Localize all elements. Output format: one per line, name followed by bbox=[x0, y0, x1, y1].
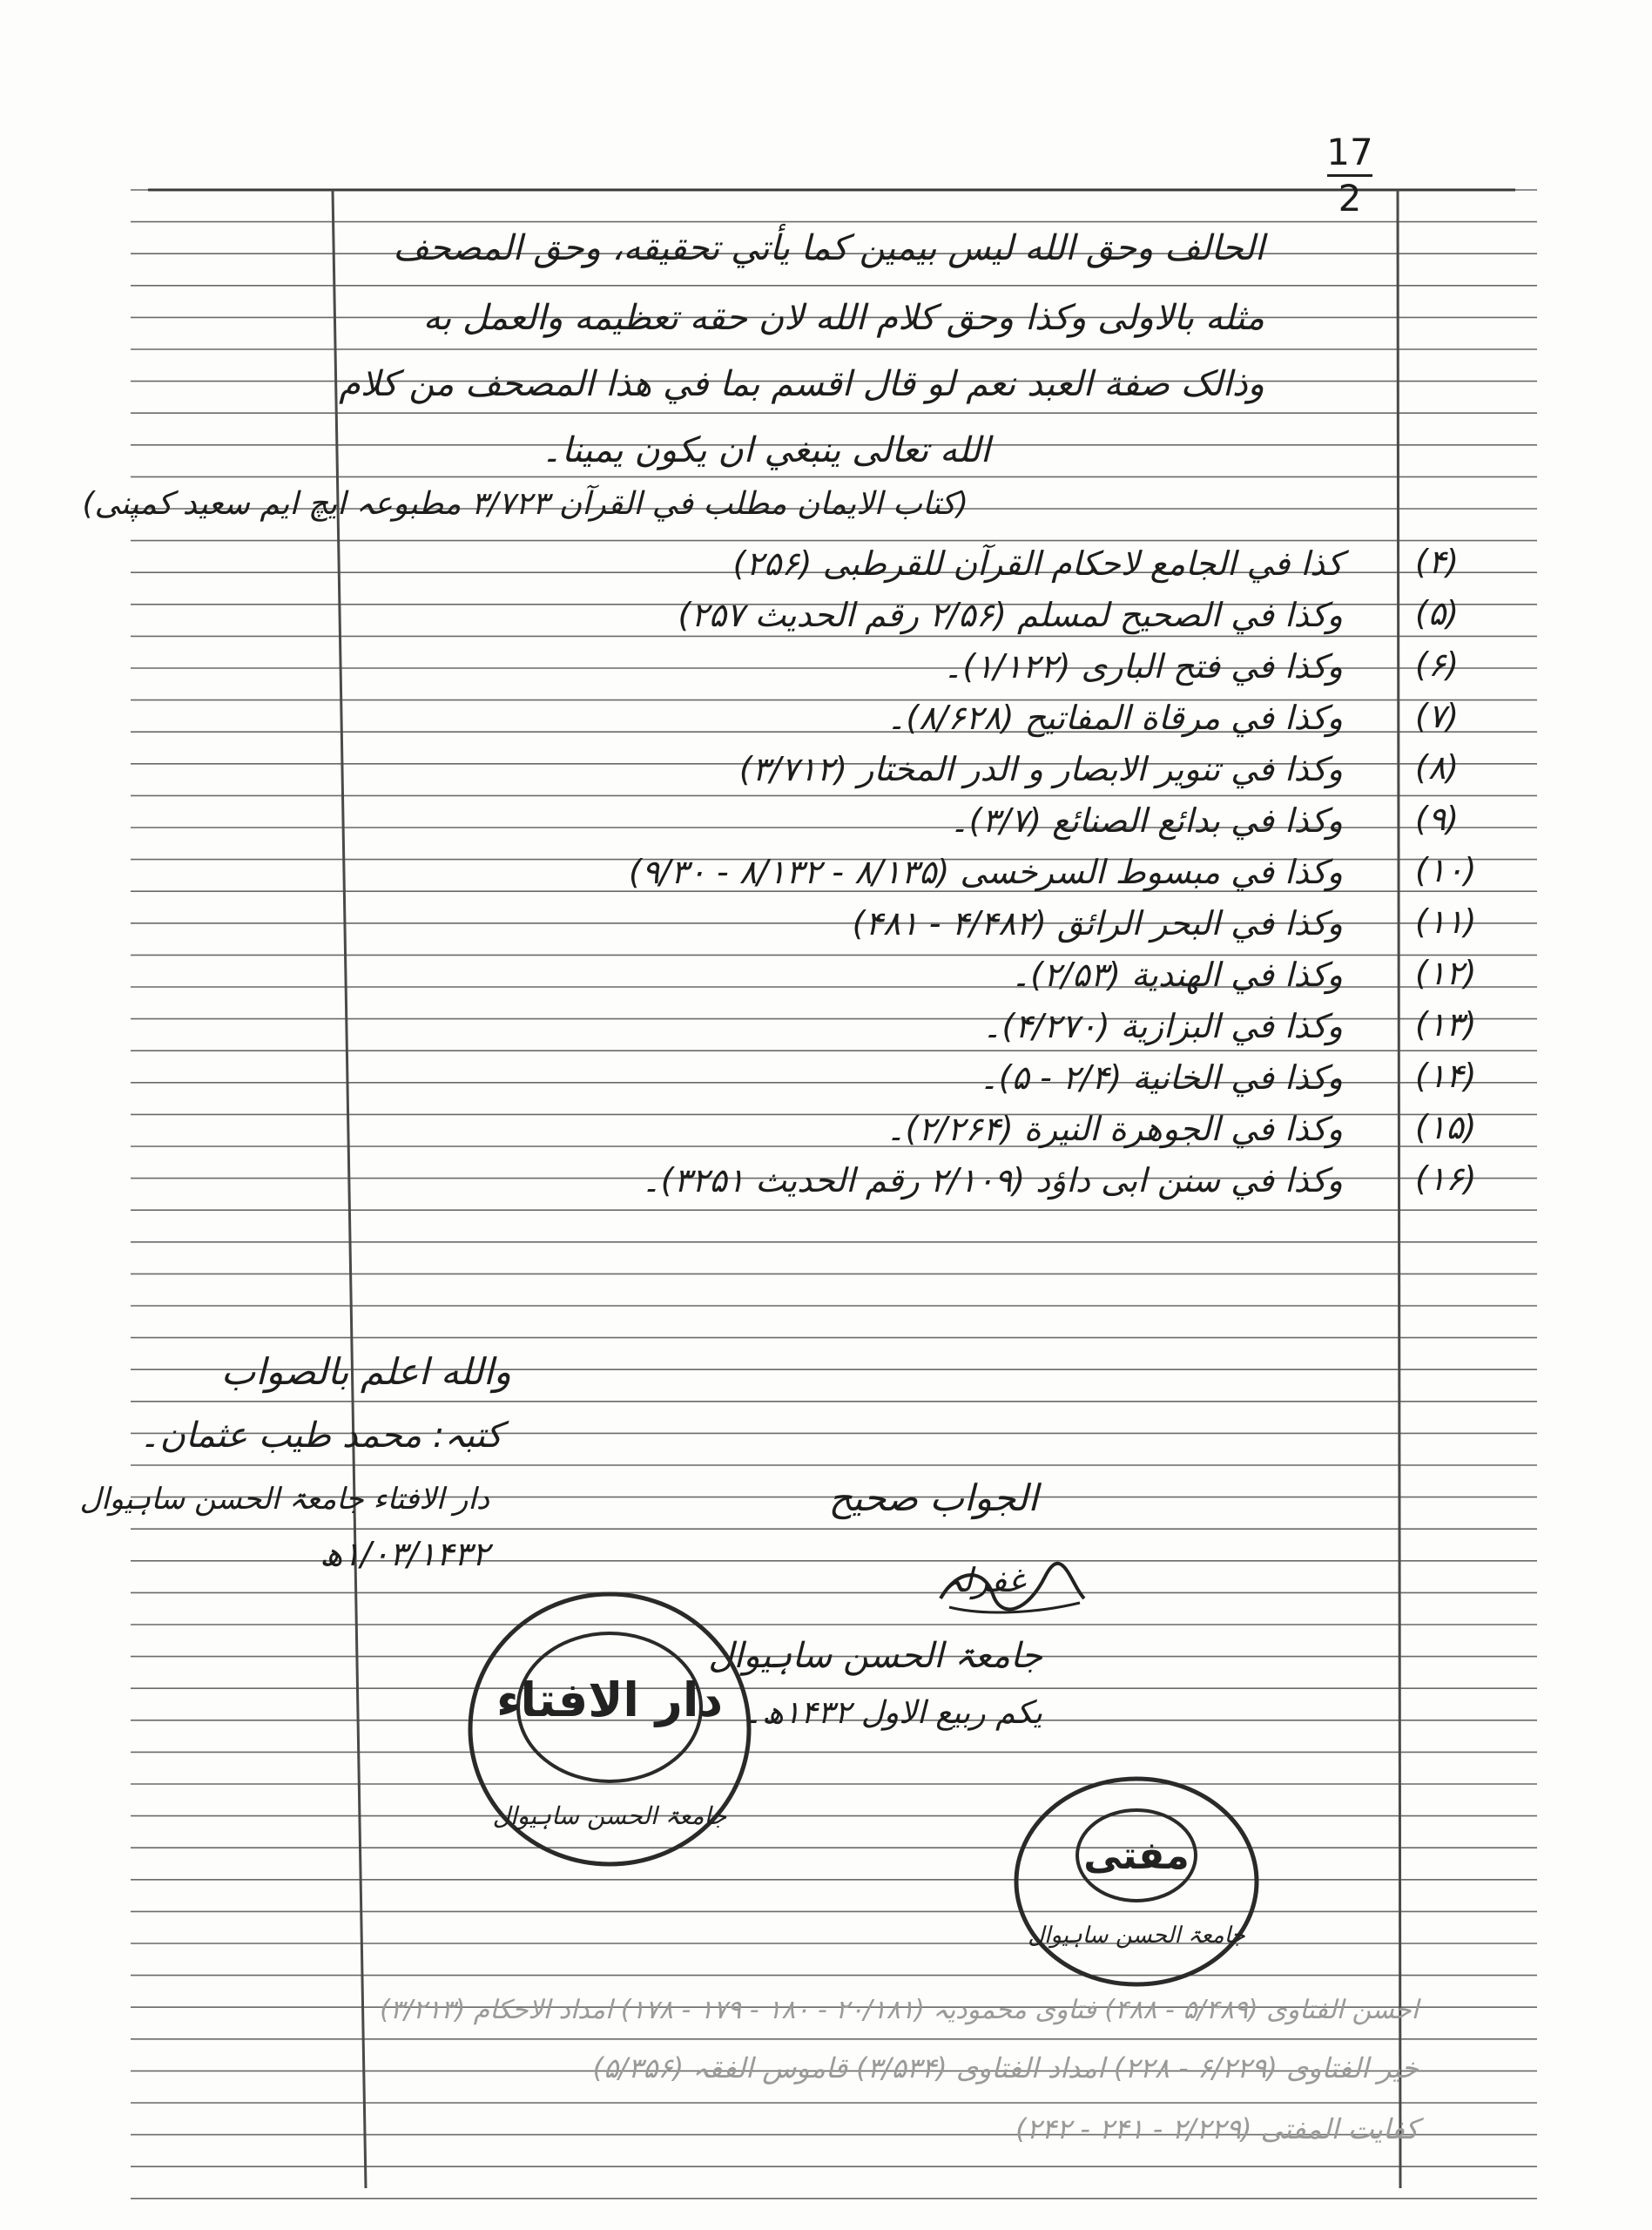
body-line-4: الله تعالى ينبغي ان يكون يمينا۔ bbox=[541, 430, 990, 470]
reference-number: (۱۳) bbox=[1415, 1005, 1477, 1044]
allah-knows-best: والله اعلم بالصواب bbox=[220, 1350, 511, 1393]
seal-center-text: دار الافتاء bbox=[496, 1672, 724, 1727]
faint-note-3: کفایت المفتی (۲/۲۲۹ - ۲۴۱ - ۲۴۲) bbox=[1015, 2112, 1419, 2146]
reference-number: (۴) bbox=[1415, 543, 1460, 581]
reference-number: (۱۵) bbox=[1415, 1108, 1477, 1146]
reference-text: وکذا في بدائع الصنائع (۳/۷)۔ bbox=[949, 801, 1343, 840]
reference-text: وکذا في مرقاة المفاتیح (۸/۶۲۸)۔ bbox=[887, 699, 1343, 737]
seal-center-text: مفتی bbox=[1083, 1834, 1190, 1878]
seal-ring-text: جامعۃ الحسن ساہیوال bbox=[492, 1801, 727, 1830]
seal-ring-icon bbox=[1010, 1773, 1263, 1990]
reference-text: وکذا في الجوهرة النیرة (۲/۲۶۴)۔ bbox=[886, 1110, 1343, 1148]
approval-institution: جامعۃ الحسن ساہیوال bbox=[708, 1636, 1042, 1676]
reference-text: وکذا في سنن ابی داؤد (۲/۱۰۹ رقم الحدیث ۳۲۵۱)۔ bbox=[641, 1161, 1343, 1199]
seal-mufti bbox=[1010, 1773, 1263, 1990]
faint-note-1: احسن الفتاوی (۵/۴۸۹ - ۴۸۸) فتاوی محمودیہ (۲۰/۱۸۱ - ۱۸۰ - ۱۷۹ - ۱۷۸) امداد الاحکام (۳/۲۱۳) bbox=[380, 1995, 1419, 2025]
approval-date: یکم ربیع الاول ۱۴۳۲ھ۔ bbox=[743, 1695, 1042, 1731]
body-line-3: وذالک صفة العبد نعم لو قال اقسم بما في هذا المصحف من كلام bbox=[339, 364, 1264, 404]
right-margin-line bbox=[1398, 190, 1400, 2188]
seal-ring-text: جامعۃ الحسن ساہیوال bbox=[1028, 1923, 1245, 1949]
reference-text: وکذا في البحر الرائق (۴/۴۸۲ - ۴۸۱) bbox=[852, 904, 1343, 943]
reference-number: (۶) bbox=[1415, 645, 1460, 684]
reference-text: وکذا في تنویر الابصار و الدر المختار (۳/۷۱۲) bbox=[738, 750, 1343, 788]
body-line-2: مثله بالاولى وكذا وحق كلام الله لان حقه تعظيمه والعمل به bbox=[422, 298, 1264, 338]
written-by: کتبہ: محمد طیب عثمان۔ bbox=[139, 1416, 502, 1456]
reference-text: وکذا في فتح الباری (۱/۱۲۲)۔ bbox=[943, 647, 1343, 686]
reference-text: وکذا في البزازیة (۴/۲۷۰)۔ bbox=[982, 1007, 1343, 1045]
reference-number: (۵) bbox=[1415, 594, 1460, 632]
signature-suffix: غفرلہ bbox=[943, 1561, 1025, 1599]
reference-text: وکذا في مبسوط السرخسی (۸/۱۳۵ - ۸/۱۳۲ - ۹/۳۰) bbox=[628, 853, 1343, 891]
closing-date: ۱/۰۳/۱۴۳۲ھ bbox=[319, 1535, 489, 1573]
reference-text: کذا في الجامع لاحکام القرآن للقرطبی (۲۵۶) bbox=[732, 544, 1343, 583]
page-number bbox=[1324, 132, 1376, 219]
reference-number: (۱۴) bbox=[1415, 1057, 1477, 1095]
reference-number: (۹) bbox=[1415, 800, 1460, 838]
reference-number: (۸) bbox=[1415, 748, 1460, 787]
reference-number: (۱۱) bbox=[1415, 902, 1477, 941]
page-number-top: 17 bbox=[1326, 131, 1373, 173]
seal-dar-ul-ifta bbox=[462, 1585, 758, 1873]
answer-correct: الجواب صحیح bbox=[828, 1477, 1038, 1519]
reference-text: وکذا في الخانیة (۲/۴ - ۵)۔ bbox=[979, 1058, 1343, 1097]
page-number-bottom: 2 bbox=[1338, 177, 1362, 220]
reference-number: (۱۶) bbox=[1415, 1159, 1477, 1198]
reference-number: (۱۰) bbox=[1415, 851, 1477, 889]
closing-institution: دار الافتاء جامعۃ الحسن ساہیوال bbox=[79, 1482, 489, 1517]
reference-text: وکذا في الهندیة (۲/۵۳)۔ bbox=[1011, 956, 1343, 994]
faint-note-2: خیر الفتاوی (۶/۲۲۹ - ۲۲۸) امداد الفتاوی (۳/۵۳۴) قاموس الفقہ (۵/۳۵۶) bbox=[592, 2051, 1419, 2085]
reference-text: وکذا في الصحیح لمسلم (۲/۵۶ رقم الحدیث ۲۵۷) bbox=[678, 596, 1343, 634]
body-line-1: الحالف وحق الله ليس بيمين كما يأتي تحقيقه، وحق المصحف bbox=[393, 228, 1264, 268]
citation: (کتاب الایمان مطلب في القرآن ۳/۷۲۳ مطبوعہ ایچ ایم سعید کمپنی) bbox=[82, 486, 968, 522]
reference-number: (۱۲) bbox=[1415, 954, 1477, 992]
reference-number: (۷) bbox=[1415, 697, 1460, 735]
